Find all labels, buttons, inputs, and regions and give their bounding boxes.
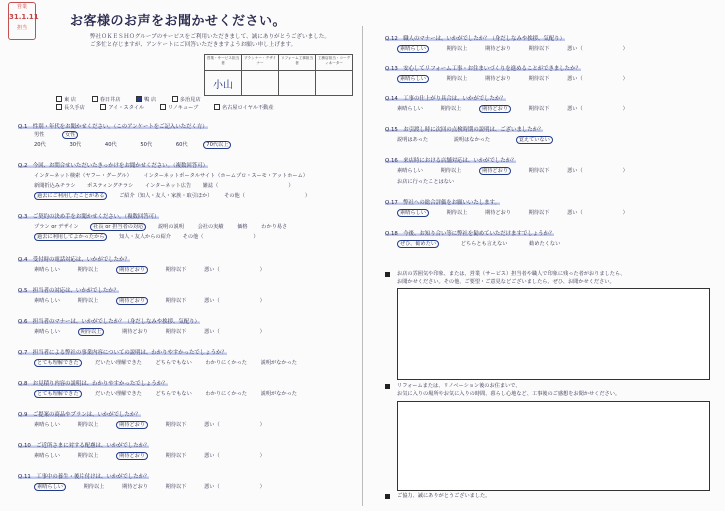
rating-option[interactable]: 素晴らしい <box>397 168 423 174</box>
thanks-message: ご協力、誠にありがとうございました。 <box>397 493 491 499</box>
q3-row-1 <box>34 224 287 230</box>
q5-options: 素晴らしい 期待以上 期待どおり 期待以下 悪い（ ） <box>34 298 265 304</box>
column-divider <box>362 26 363 506</box>
q16-question: Q.16 来店時における店舗対応は、いかがでしたか？ <box>385 158 517 164</box>
store-row-1 <box>56 96 201 103</box>
rating-option[interactable]: どちらとも言えない <box>460 241 508 247</box>
rating-option[interactable]: 期待以下 <box>165 453 187 459</box>
rating-option[interactable]: 期待以上 <box>440 168 462 174</box>
q11-options: 素晴らしい 期待以上 期待どおり 期待以下 悪い（ ） <box>34 484 265 490</box>
q13-question: Q.13 安心してリフォーム工事・お住まいづくりを進めることができましたか？ <box>385 66 581 72</box>
rating-option[interactable]: 期待以下 <box>528 76 550 82</box>
q2-option[interactable]: 雑誌（ <box>202 183 219 189</box>
rating-option-selected[interactable]: 素晴らしい <box>397 75 429 83</box>
rating-option[interactable]: 悪い（ <box>204 329 220 335</box>
rating-option[interactable]: 期待以上 <box>77 298 99 304</box>
q13-options: 素晴らしい 期待以上 期待どおり 期待以下 悪い（ ） <box>397 76 628 82</box>
q6-question: Q.6 担当者のマナーは、いかがでしたか？（身だしなみや挨拶、気配り） <box>18 319 200 325</box>
rating-option[interactable]: どちらでもない <box>155 360 192 366</box>
rating-option[interactable]: 悪い（ <box>204 453 220 459</box>
q1-option[interactable]: 男性 <box>34 132 45 138</box>
store-option[interactable]: 長久手店 <box>56 105 85 111</box>
rating-option[interactable]: 素晴らしい <box>34 298 60 304</box>
comment2-textarea[interactable] <box>397 401 710 491</box>
q3-option[interactable]: プラン or デザイン <box>34 224 79 230</box>
q10-question: Q.10 ご近所さまに対する配慮は、いかがでしたか？ <box>18 443 150 449</box>
rating-option[interactable]: 期待以下 <box>165 298 187 304</box>
store-option[interactable]: 東 店 <box>56 97 76 103</box>
rating-option[interactable]: だいたい理解できた <box>95 391 142 397</box>
q15-options <box>397 137 553 143</box>
staff-table <box>204 54 353 96</box>
rating-option-selected[interactable]: 期待どおり <box>116 297 148 305</box>
bullet-square-icon <box>385 494 390 499</box>
q5-question: Q.5 担当者の対応は、いかがでしたか？ <box>18 288 120 294</box>
rating-option[interactable]: 説明がなかった <box>260 360 297 366</box>
rating-option[interactable]: 素晴らしい <box>34 329 60 335</box>
rating-option[interactable]: 期待以上 <box>83 484 105 490</box>
q1-age-option[interactable]: 20代 <box>34 142 46 148</box>
q1-age-option[interactable]: 30代 <box>69 142 82 148</box>
q2-option-selected[interactable]: 過去にご利用したことがある <box>34 192 107 200</box>
rating-option-selected[interactable]: 素晴らしい <box>34 483 66 491</box>
store-option-selected[interactable]: 鴨 店 <box>136 97 156 103</box>
staff-value-planner[interactable] <box>242 71 279 96</box>
q3-option-selected[interactable]: 過去に利用してよかったから <box>34 233 107 241</box>
rating-option[interactable]: 期待以下 <box>528 106 550 112</box>
q16-no-visit[interactable]: お店に行ったことはない <box>397 179 455 185</box>
rating-option[interactable]: 期待以上 <box>446 210 468 216</box>
rating-option-selected[interactable]: とても理解できた <box>34 359 82 367</box>
rating-option-selected[interactable]: 期待どおり <box>479 167 511 175</box>
q8-options <box>34 391 297 397</box>
q18-options <box>397 241 560 247</box>
q2-option[interactable]: その他（ <box>224 193 245 199</box>
rating-option[interactable]: 期待どおり <box>122 484 148 490</box>
rating-option[interactable]: 期待以下 <box>528 168 550 174</box>
q3-option-selected[interactable]: 社長 or 担当者の対応 <box>90 223 146 231</box>
rating-option[interactable]: 期待以上 <box>446 76 468 82</box>
rating-option[interactable]: だいたい理解できた <box>95 360 142 366</box>
intro-line-1: 弊社ＯＫＥＳＨＯグループのサービスをご利用いただきまして、誠にありがとうございました。 <box>90 34 330 40</box>
store-row-2 <box>56 104 274 111</box>
rating-option[interactable]: 期待以下 <box>165 267 187 273</box>
q12-question: Q.12 職人のマナーは、いかがでしたか？（身だしなみや挨拶、気配り） <box>385 36 565 42</box>
page-title: お客様のお声をお聞かせください。 <box>70 14 287 29</box>
q2-option[interactable]: インターネット検索（ヤフー・グーグル） <box>34 173 132 179</box>
rating-option[interactable]: 素晴らしい <box>34 267 60 273</box>
rating-option-selected[interactable]: 期待どおり <box>116 452 148 460</box>
q2-option[interactable]: インターネットポータルサイト（ホームプロ・スーモ・アットホーム） <box>143 173 308 179</box>
staff-value-sales[interactable]: 小山 <box>205 71 242 96</box>
rating-option[interactable]: 説明はあった <box>397 137 429 143</box>
comment1-textarea[interactable] <box>397 288 710 380</box>
q1-option-selected[interactable]: 女性 <box>62 131 78 139</box>
q18-question: Q.18 今後、お知り合い等に弊社を勧めていただけますでしょうか？ <box>385 231 555 237</box>
rating-option[interactable]: わかりにくかった <box>205 391 247 397</box>
q9-question: Q.9 ご提案の商品やプランは、いかがでしたか？ <box>18 412 141 418</box>
rating-option[interactable]: 悪い（ <box>204 267 220 273</box>
rating-option[interactable]: 説明がなかった <box>260 391 297 397</box>
q3-option[interactable]: 説明の説明 <box>157 224 184 230</box>
rating-option[interactable]: 素晴らしい <box>34 422 60 428</box>
q11-question: Q.11 工事中の養生・後片付けは、いかがでしたか？ <box>18 474 150 480</box>
q1-gender <box>34 132 78 138</box>
store-option[interactable]: リノキューブ <box>160 105 198 111</box>
q1-age-option-selected[interactable]: 70代以上 <box>203 141 231 149</box>
q3-option[interactable]: その他（ <box>182 234 204 240</box>
q14-question: Q.14 工事の仕上がり具合は、いかがでしたか？ <box>385 96 506 102</box>
q2-option[interactable]: ご紹介（知人・友人・家族・取引ほか） <box>119 193 213 199</box>
rating-option[interactable]: 素晴らしい <box>34 453 60 459</box>
q2-option[interactable]: ポスティングチラシ <box>87 183 134 189</box>
rating-option[interactable]: 期待以下 <box>528 46 550 52</box>
comment1-prompt-line-1: お店の雰囲気や印象、または、営業（サービス）担当者や職人で印象に残った者がおりましたら、 <box>397 271 626 277</box>
rating-option[interactable]: 期待以下 <box>165 484 187 490</box>
rating-option-selected[interactable]: 期待どおり <box>116 421 148 429</box>
q2-option[interactable]: 新聞折込みチラシ <box>34 183 76 189</box>
store-option[interactable]: 春日井店 <box>92 97 121 103</box>
q3-option[interactable]: 知人・友人からの紹介 <box>119 234 171 240</box>
q1-question: Q.1 性別・年代をお聞かせください。（このアンケートをご記入いただく方） <box>18 124 208 130</box>
q17-question: Q.17 弊社への総合評価をお願いいたします。 <box>385 200 500 206</box>
q16-options: 素晴らしい 期待以上 期待どおり 期待以下 悪い（ ） <box>397 168 628 174</box>
q3-question: Q.3 ご契約の決め手をお聞かせください。（複数回答可） <box>18 214 160 220</box>
q14-options: 素晴らしい 期待以上 期待どおり 期待以下 悪い（ ） <box>397 106 628 112</box>
rating-option[interactable]: 期待以下 <box>165 329 187 335</box>
q7-question: Q.7 担当者による弊社の事業内容についての説明は、わかりやすかったでしょうか？ <box>18 350 227 356</box>
rating-option[interactable]: 期待どおり <box>485 46 511 52</box>
rating-option[interactable]: 悪い（ <box>567 46 583 52</box>
q2-row-2: 新聞折込みチラシ ポスティングチラシ インターネット広告 雑誌（ ） <box>34 183 294 189</box>
q2-question: Q.2 今回、お問合せいただいたきっかけをお聞かせください。（複数回答可） <box>18 163 208 169</box>
q3-option[interactable]: 会社の実績 <box>197 224 224 230</box>
comment2-prompt-line-2: お気に入りの場所やお気に入りの時間、暮らし心地など、工事後のご感想をお聞かせください。 <box>397 391 621 397</box>
rating-option[interactable]: 期待以上 <box>446 46 468 52</box>
q2-row-3: 過去にご利用したことがある ご紹介（知人・友人・家族・取引ほか） その他（ ） <box>34 193 310 199</box>
rating-option[interactable]: 期待以上 <box>77 453 99 459</box>
q4-options: 素晴らしい 期待以上 期待どおり 期待以下 悪い（ ） <box>34 267 265 273</box>
rating-option[interactable]: 期待どおり <box>485 76 511 82</box>
rating-option-selected[interactable]: 期待以上 <box>78 328 105 336</box>
q10-options: 素晴らしい 期待以上 期待どおり 期待以下 悪い（ ） <box>34 453 265 459</box>
rating-option[interactable]: 悪い（ <box>204 484 220 490</box>
q1-age-option[interactable]: 40代 <box>104 142 117 148</box>
rating-option[interactable]: 期待どおり <box>485 210 511 216</box>
rating-option-selected[interactable]: 期待どおり <box>479 105 511 113</box>
q8-question: Q.8 お見積り内容の説明は、わかりやすかったでしょうか？ <box>18 381 168 387</box>
bullet-square-icon <box>385 272 390 277</box>
stamp-bottom: 担当 <box>16 25 27 31</box>
rating-option[interactable]: わかりにくかった <box>205 360 247 366</box>
rating-option-selected[interactable]: 覚えていない <box>516 136 553 144</box>
rating-option[interactable]: 期待以下 <box>165 422 187 428</box>
q12-options: 素晴らしい 期待以上 期待どおり 期待以下 悪い（ ） <box>397 46 628 52</box>
reception-stamp <box>8 2 39 40</box>
rating-option-selected[interactable]: 素晴らしい <box>397 45 429 53</box>
store-option[interactable]: 名古屋ロイヤル不動産 <box>214 105 274 111</box>
stamp-top: 営業 <box>16 4 27 10</box>
rating-option[interactable]: 悪い（ <box>567 168 583 174</box>
rating-option[interactable]: 期待どおり <box>122 329 148 335</box>
rating-option[interactable]: 悪い（ <box>567 76 583 82</box>
rating-option-selected[interactable]: 期待どおり <box>116 266 148 274</box>
q9-options: 素晴らしい 期待以上 期待どおり 期待以下 悪い（ ） <box>34 422 265 428</box>
q17-options: 素晴らしい 期待以上 期待どおり 期待以下 悪い（ ） <box>397 210 628 216</box>
rating-option[interactable]: 悪い（ <box>567 210 583 216</box>
comment1-prompt-line-2: お聞かせください。その他、ご要望・ご意見などございましたら、ぜひ、お聞かせください。 <box>397 279 615 285</box>
q15-question: Q.15 お引渡し時に次回の点検時期の説明は、ございましたか？ <box>385 127 544 133</box>
rating-option[interactable]: 素晴らしい <box>397 106 423 112</box>
q2-option[interactable]: インターネット広告 <box>144 183 192 189</box>
store-option[interactable]: アイ・スタイル <box>100 105 144 111</box>
rating-option-selected[interactable]: 素晴らしい <box>397 209 429 217</box>
rating-option[interactable]: 説明はなかった <box>453 137 491 143</box>
comment2-prompt-line-1: リフォームまたは、リノベーション後のお住まいで、 <box>397 383 521 389</box>
staff-header-coordinator: 工務店担当・コーディネーター <box>316 55 353 71</box>
rating-option[interactable]: 期待以上 <box>77 422 99 428</box>
rating-option-selected[interactable]: とても理解できた <box>34 390 82 398</box>
intro-line-2: ご多忙と存じますが、アンケートにご回答いただきますようお願い申し上げます。 <box>90 42 297 48</box>
staff-header-sales: 営業・サービス担当者 <box>205 55 242 71</box>
rating-option[interactable]: 悪い（ <box>204 422 220 428</box>
rating-option[interactable]: 期待以上 <box>77 267 99 273</box>
rating-option[interactable]: 期待以上 <box>440 106 462 112</box>
q3-option[interactable]: 価格 <box>237 224 248 230</box>
staff-header-reform: リフォーム工事担当者 <box>279 55 316 71</box>
rating-option-selected[interactable]: ぜひ、勧めたい <box>397 240 439 248</box>
q1-age-option[interactable]: 60代 <box>175 142 188 148</box>
rating-option[interactable]: 悪い（ <box>204 298 220 304</box>
q7-options <box>34 360 297 366</box>
staff-value-reform[interactable] <box>279 71 316 96</box>
q1-age-option[interactable]: 50代 <box>140 142 153 148</box>
staff-value-coordinator[interactable] <box>316 71 353 96</box>
q1-age <box>34 142 231 148</box>
rating-option[interactable]: 悪い（ <box>567 106 583 112</box>
rating-option[interactable]: どちらでもない <box>155 391 192 397</box>
bullet-square-icon <box>385 384 390 389</box>
rating-option[interactable]: 期待以下 <box>528 210 550 216</box>
stamp-date: 31.1.11 <box>9 13 39 21</box>
q3-option[interactable]: わかり易さ <box>261 224 288 230</box>
q4-question: Q.4 受付時の電話対応は、いかがでしたか？ <box>18 257 130 263</box>
staff-header-planner: プランナー・デザイナー <box>242 55 279 71</box>
q6-options: 素晴らしい 期待以上 期待どおり 期待以下 悪い（ ） <box>34 329 265 335</box>
q3-row-2: 過去に利用してよかったから 知人・友人からの紹介 その他（ ） <box>34 234 259 240</box>
q2-row-1 <box>34 173 308 179</box>
rating-option[interactable]: 勧めたくない <box>529 241 561 247</box>
store-option[interactable]: 多治見店 <box>172 97 201 103</box>
